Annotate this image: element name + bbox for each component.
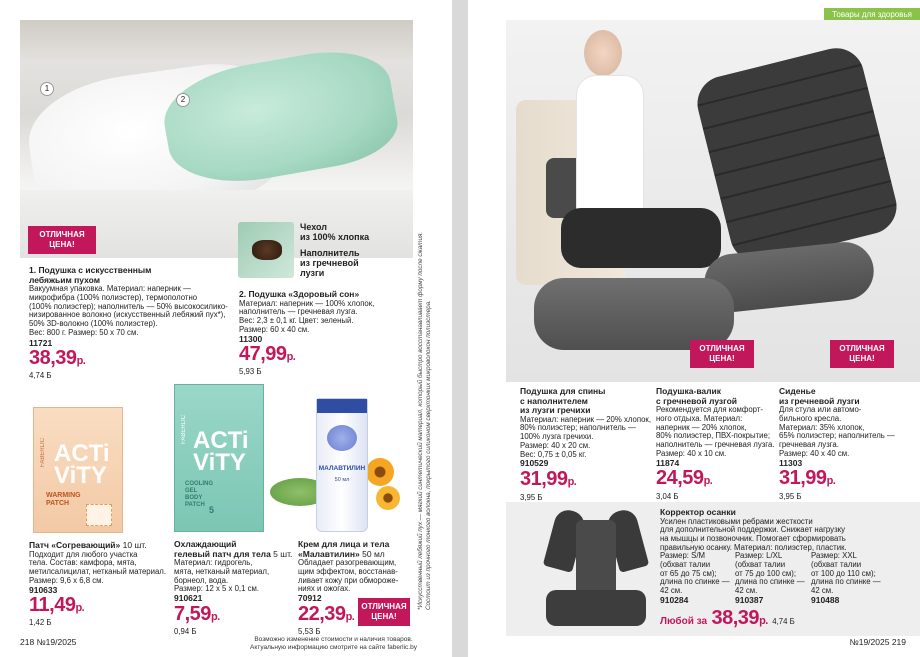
product-code: 11300	[239, 333, 263, 344]
size-line: Размер: S/M	[660, 551, 705, 560]
size-line: 42 см.	[811, 586, 834, 596]
product-description	[660, 518, 915, 553]
cover-caption-line: Чехол	[300, 222, 327, 232]
desc-line: для дополнительной поддержки. Снижает нагрузку	[660, 525, 846, 535]
cooling-patch-pack	[174, 384, 264, 532]
product-description	[29, 551, 169, 586]
cover-caption-line: из 100% хлопка	[300, 232, 370, 242]
product-roller-pillow	[656, 387, 781, 502]
desc-line: микрофибра (100% полиэстер), термополотно	[29, 292, 198, 302]
price-currency: р.	[76, 355, 86, 368]
product-price	[656, 468, 781, 491]
footer-notice-line: Возможно изменение стоимости и наличия товаров.	[254, 636, 413, 643]
filler-caption-line: из гречневой	[300, 258, 359, 268]
malavtilin-tube	[316, 398, 368, 532]
any-size-label: Любой за	[660, 616, 708, 627]
side-footnote-line: *Искусственный лебяжий пух — мягкий синтетический материал, который быстро восстанавливает форму после сжатия.	[417, 231, 424, 610]
product-price	[174, 604, 299, 627]
pack-brand: FABERLIC	[181, 415, 187, 445]
warming-patch-pack	[33, 407, 123, 533]
product-title-line: Подушка-валик	[656, 386, 722, 396]
price-currency: р.	[345, 610, 355, 623]
product-warming-patch	[29, 541, 169, 628]
price-value: 47,99	[239, 343, 287, 366]
product-title-line: «Малавтилин»	[298, 548, 360, 559]
product-title-line: с гречневой лузгой	[656, 395, 737, 406]
desc-line: Рекомендуется для комфорт-	[656, 405, 764, 414]
pack-warming-label	[46, 492, 81, 508]
product-code: 11874	[656, 457, 680, 468]
pack-act-text: ACTi	[193, 427, 249, 454]
desc-line: бильного кресла.	[779, 413, 842, 423]
product-points: 3,95 Б	[520, 492, 543, 502]
desc-line: наполнитель — гречневая лузга.	[656, 440, 775, 450]
side-footnote-line: Состоит из прочного тонкого волокна, покрытого силиконом сверхтонких микроволокон полиэстера.	[425, 300, 432, 610]
tube-flower-graphic	[327, 425, 357, 451]
green-pillow	[157, 41, 403, 194]
product-cooling-patch	[174, 540, 299, 636]
tube-volume: 50 мл	[334, 477, 350, 483]
product-code: 910621	[174, 593, 203, 604]
product-code: 910284	[660, 594, 689, 605]
size-description	[735, 552, 813, 596]
product-title-line: Крем для лица и тела	[298, 539, 390, 549]
posture-corrector-panel	[506, 502, 920, 636]
price-currency: р.	[567, 475, 577, 488]
callout-2-text: 2	[180, 95, 186, 104]
callout-2	[176, 93, 190, 107]
great-price-badge-roller	[690, 340, 754, 368]
desc-line: Обладает разогревающим,	[298, 558, 397, 567]
product-points: 0,94 Б	[174, 626, 197, 636]
product-title-line: с наполнителем	[520, 395, 588, 406]
size-line: длина по спинке —	[660, 577, 730, 587]
product-price	[520, 469, 652, 492]
product-title	[174, 540, 299, 559]
product-healthy-sleep-pillow	[239, 290, 409, 377]
product-points: 5,53 Б	[298, 626, 321, 636]
badge-line-1: ОТЛИЧНАЯ	[39, 230, 85, 239]
pack-cooling-line: PATCH	[185, 502, 205, 508]
size-line: длина по спинке —	[811, 577, 881, 587]
page-number: 219	[891, 637, 906, 647]
price-value: 31,99	[520, 467, 568, 490]
price-currency: р.	[703, 475, 713, 488]
pack-act-text: ACTi	[54, 440, 110, 467]
product-code: 910633	[29, 584, 58, 595]
corrector-price-row	[660, 608, 920, 631]
seat-cushion	[692, 42, 903, 267]
size-description	[811, 552, 893, 596]
pack-brand: FABERLIC	[40, 438, 46, 468]
filler-caption	[300, 248, 410, 278]
calendula-flower	[376, 486, 400, 510]
buckwheat-inset-photo	[238, 222, 294, 278]
product-title-line: Сиденье	[779, 386, 816, 396]
price-value: 38,39	[711, 607, 760, 629]
section-tab: Товары для здоровья	[824, 8, 920, 22]
side-footnote	[417, 210, 441, 610]
filler-caption-line: Наполнитель	[300, 248, 360, 258]
desc-line: на мышцы и позвоночник. Помогает сформировать	[660, 534, 846, 544]
product-points: 4,74 Б	[772, 617, 795, 626]
product-price	[712, 607, 768, 629]
badge-line-1: ОТЛИЧНАЯ	[839, 344, 885, 353]
desc-line: Подходит для любого участка	[29, 549, 138, 559]
product-points: 3,95 Б	[779, 492, 802, 502]
product-description	[174, 559, 299, 594]
size-description	[660, 552, 736, 596]
product-title-line: Охлаждающий	[174, 539, 237, 549]
price-value: 22,39	[298, 602, 346, 625]
price-currency: р.	[75, 602, 85, 615]
size-line: 42 см.	[735, 586, 758, 596]
desc-line: Размер: 40 x 20 см.	[520, 440, 591, 450]
woman-head	[584, 30, 622, 76]
product-price	[239, 344, 409, 367]
desc-line: 50% 3D-волокно (100% полиэстер).	[29, 319, 158, 329]
desc-line: низированное волокно (искусственный лебяжий пух*),	[29, 310, 226, 320]
back-cushion-photo	[506, 20, 920, 382]
desc-line: Вакуумная упаковка. Материал: наперник —	[29, 284, 191, 293]
desc-line: Вес: 2,3 ± 0,1 кг. Цвет: зеленый.	[239, 316, 354, 326]
tube-cap-band	[317, 399, 367, 413]
desc-line: Вес: 0,75 ± 0,05 кг.	[520, 449, 587, 459]
size-line: от 100 до 110 см);	[811, 568, 876, 578]
desc-line: ного отдыха. Материал:	[656, 413, 743, 423]
product-title: 2. Подушка «Здоровый сон»	[239, 289, 360, 299]
left-footer-page	[20, 637, 76, 647]
product-price	[29, 595, 169, 618]
calendula-flower	[366, 458, 394, 486]
product-title	[298, 540, 418, 559]
size-line: 42 см.	[660, 586, 683, 596]
issue-number: №19/2025	[849, 637, 890, 647]
desc-line: 100% лузга гречихи.	[520, 432, 594, 442]
size-option	[811, 552, 893, 605]
product-title	[779, 387, 907, 406]
desc-line: Размер: 12 x 5 x 0,1 см.	[174, 584, 260, 594]
badge-line-2: ЦЕНА!	[49, 240, 75, 249]
product-title-extra: 10 шт.	[120, 540, 147, 550]
product-title	[29, 266, 244, 285]
pack-warming-line: PATCH	[46, 500, 70, 507]
size-line: длина по спинке —	[735, 577, 805, 587]
desc-line: ливает кожу при обмороже-	[298, 575, 399, 585]
desc-line: Материал: гидрогель,	[174, 558, 253, 567]
desc-line: мята, нетканый материал,	[174, 566, 270, 576]
great-price-badge-cream	[358, 598, 410, 626]
badge-line-2: ЦЕНА!	[849, 354, 875, 363]
right-footer-page	[850, 637, 906, 647]
desc-line: Размер: 60 x 40 см.	[239, 324, 310, 334]
product-code: 70912	[298, 593, 322, 604]
product-title-line: гелевый патч для тела	[174, 548, 271, 559]
desc-line: ниях и ожогах.	[298, 584, 351, 594]
desc-line: Вес: 800 г. Размер: 50 x 70 см.	[29, 327, 139, 337]
size-option	[735, 552, 813, 605]
desc-line: Материал: наперник — 100% хлопок,	[239, 298, 375, 308]
tube-product-name: МАЛАВТИЛИН	[318, 465, 366, 472]
product-title	[520, 387, 652, 416]
price-value: 24,59	[656, 467, 704, 490]
product-title-extra: 50 мл	[359, 548, 385, 559]
product-swan-down-pillow	[29, 266, 244, 381]
product-description	[520, 416, 652, 460]
cover-caption	[300, 222, 410, 242]
desc-line: 65% полиэстер; наполнитель —	[779, 431, 895, 441]
left-page	[0, 0, 452, 657]
size-line: (обхват талии	[660, 559, 711, 569]
desc-line: щим эффектом, восстанав-	[298, 566, 398, 576]
price-value: 38,39	[29, 347, 77, 370]
desc-line: Усилен пластиковыми ребрами жесткости	[660, 516, 813, 526]
pack-count: 5	[209, 505, 215, 515]
product-code: 910488	[811, 594, 840, 605]
price-currency: р.	[210, 610, 220, 623]
woman-blouse	[576, 75, 644, 215]
product-back-pillow	[520, 387, 652, 503]
price-value: 11,49	[29, 594, 76, 617]
size-line: Размер: L/XL	[735, 551, 783, 560]
desc-line: Материал: наперник — 20% хлопок,	[520, 414, 651, 424]
product-description	[29, 285, 244, 338]
product-description	[298, 559, 418, 594]
size-line: (обхват талии	[735, 559, 786, 569]
corrector-info	[660, 508, 915, 553]
product-code: 910387	[735, 594, 764, 605]
product-code: 11721	[29, 337, 53, 348]
product-title	[656, 387, 781, 406]
size-line: (обхват талии	[811, 559, 862, 569]
product-code: 910529	[520, 458, 549, 469]
page-number: 218	[20, 637, 35, 647]
footer-notice-line: Актуальную информацию смотрите на сайте faberlic.by	[250, 644, 417, 651]
desc-line: борнеол, вода.	[174, 575, 229, 585]
footer-notice	[215, 636, 452, 652]
desc-line: Материал: 35% хлопок,	[779, 422, 865, 432]
pack-warming-line: WARMING	[46, 492, 81, 499]
posture-corrector-photo	[540, 510, 652, 628]
desc-line: (100% полиэстер); наполнитель — 50% высокосилико-	[29, 301, 228, 311]
pack-cooling-line: COOLING	[185, 481, 213, 487]
desc-line: гречневая лузга.	[779, 440, 839, 450]
pack-cooling-line: BODY	[185, 495, 203, 501]
product-points: 1,42 Б	[29, 618, 52, 628]
price-value: 7,59	[174, 602, 211, 625]
desc-line: правильную осанку. Материал: полиэстер, пластик.	[660, 542, 847, 552]
filler-caption-line: лузги	[300, 268, 325, 278]
badge-line-2: ЦЕНА!	[709, 354, 735, 363]
pack-vity-text: ViTY	[54, 462, 107, 489]
product-title-line: из лузги гречихи	[520, 405, 591, 415]
product-points: 4,74 Б	[29, 371, 52, 381]
pack-cooling-line: GEL	[185, 488, 198, 494]
desc-line: метилсалицилат, нетканый материал.	[29, 567, 167, 577]
right-page	[468, 0, 920, 657]
patch-sample	[86, 504, 112, 526]
corrector-belt	[546, 590, 646, 626]
product-price	[779, 468, 907, 491]
product-title-line: 1. Подушка с искусственным	[29, 265, 152, 275]
product-description	[656, 406, 781, 459]
pack-vity-text: ViTY	[193, 449, 246, 476]
woman-trousers	[561, 208, 721, 268]
price-value: 31,99	[779, 467, 827, 490]
issue-number: №19/2025	[36, 637, 77, 647]
great-price-badge-hero	[28, 226, 96, 254]
size-line: Размер: XXL	[811, 551, 857, 560]
callout-1-text: 1	[44, 84, 50, 93]
price-currency: р.	[826, 475, 836, 488]
desc-line: 80% полиэстер, ПВХ-покрытие;	[656, 431, 771, 441]
product-title-line: Подушка для спины	[520, 386, 606, 396]
badge-line-2: ЦЕНА!	[371, 612, 397, 621]
size-line: от 75 до 100 см);	[735, 568, 796, 578]
desc-line: Для стула или автомо-	[779, 405, 862, 414]
product-title-line: из гречневой лузги	[779, 395, 860, 406]
product-title: Корректор осанки	[660, 507, 736, 517]
product-code: 11303	[779, 457, 803, 468]
product-title-line: лебяжьим пухом	[29, 274, 100, 285]
desc-line: наперник — 20% хлопок,	[656, 422, 747, 432]
size-option	[660, 552, 736, 605]
product-points: 3,04 Б	[656, 492, 679, 502]
desc-line: Размер: 9,6 x 6,8 см.	[29, 575, 104, 585]
great-price-badge-seat	[830, 340, 894, 368]
buckwheat-husk	[252, 240, 282, 260]
desc-line: 80% полиэстер; наполнитель —	[520, 423, 636, 433]
desc-line: наполнитель — гречневая лузга.	[239, 307, 358, 317]
product-price	[29, 348, 244, 371]
product-title-extra: 5 шт.	[270, 548, 293, 559]
badge-line-1: ОТЛИЧНАЯ	[699, 344, 745, 353]
desc-line: тела. Состав: камфора, мята,	[29, 558, 137, 568]
badge-line-1: ОТЛИЧНАЯ	[361, 602, 407, 611]
desc-line: Размер: 40 x 40 см.	[779, 448, 850, 458]
product-description	[779, 406, 907, 459]
size-line: от 65 до 75 см);	[660, 568, 717, 578]
desc-line: Размер: 40 x 10 см.	[656, 448, 727, 458]
product-seat-cushion	[779, 387, 907, 502]
product-description	[239, 300, 409, 335]
product-points: 5,93 Б	[239, 367, 262, 377]
price-currency: р.	[759, 615, 768, 627]
callout-1	[40, 82, 54, 96]
price-currency: р.	[286, 351, 296, 364]
product-title-line: Патч «Согревающий»	[29, 540, 121, 550]
